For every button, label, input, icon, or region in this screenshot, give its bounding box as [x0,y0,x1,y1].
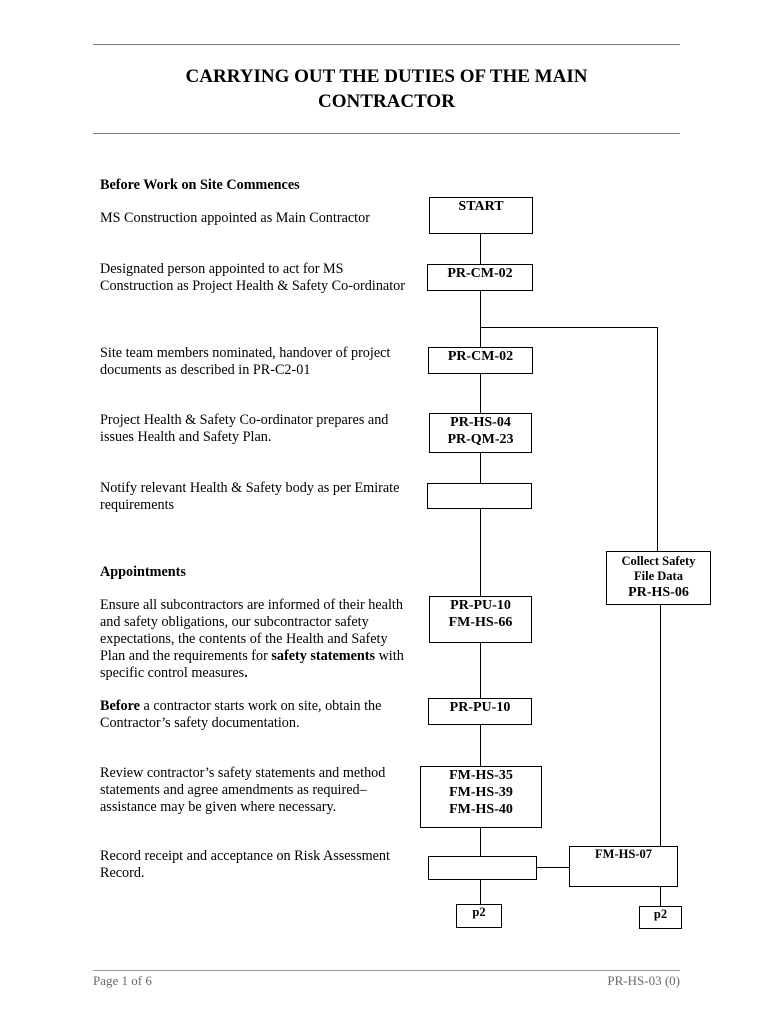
step-obtain-documentation [100,698,405,732]
connector-b3-b4 [480,452,481,483]
flow-code: FM-HS-40 [449,802,513,817]
step-health-safety-plan: Project Health & Safety Co-ordinator prepares and issues Health and Safety Plan. [100,412,389,445]
flow-code: PR-HS-04 [450,415,511,430]
step-inform-text-bold-1: safety statements [271,648,376,664]
footer-rule [93,970,680,971]
step-inform-text-2: with specific control measures [100,648,404,681]
title-line-2: CONTRACTOR [318,91,455,112]
flow-code: PR-PU-10 [450,598,511,613]
connector-b8-p2 [480,879,481,904]
flow-box-collect-safety-file [606,551,711,605]
step-site-team: Site team members nominated, handover of project documents as described in PR-C2-01 [100,345,391,378]
step-record-receipt: Record receipt and acceptance on Risk Assessment Record. [100,848,390,881]
connector-b4-b5 [480,508,481,596]
connector-b6-b7 [480,724,481,766]
flow-box-review-statements [420,766,542,828]
flow-code: FM-HS-35 [449,768,513,783]
page-title [93,64,680,114]
title-bottom-rule [93,133,680,134]
flow-box-p2-left: p2 [456,904,502,928]
flow-code: FM-HS-66 [448,615,513,630]
collect-line-2: File Data [634,569,683,583]
flow-box-health-safety-plan [429,413,532,453]
connector-b1-b2 [480,290,481,347]
flow-code: PR-QM-23 [447,432,514,447]
connector-fm-hs-07 [537,867,570,868]
step-obtain-bold: Before [100,698,140,714]
step-inform-text-1: Ensure all subcontractors are informed of their health and safety obligations, our subcontractor safety expectations, the contents of the Health and Safety Plan and the requirements for [100,597,403,664]
flow-box-pr-cm-02-b: PR-CM-02 [428,347,533,374]
step-inform-subcontractors [100,597,405,682]
section-heading-appointments: Appointments [100,564,186,580]
step-notify-body: Notify relevant Health & Safety body as per Emirate requirements [100,480,400,513]
step-appoint-main-contractor: MS Construction appointed as Main Contractor [100,210,370,226]
flow-box-fm-hs-07: FM-HS-07 [569,846,678,887]
step-review-statements: Review contractor’s safety statements and method statements and agree amendments as required–assistance may be given where necessary. [100,765,386,815]
footer-document-code: PR-HS-03 (0) [607,973,680,988]
flow-box-p2-right: p2 [639,906,682,929]
section-heading-before-work: Before Work on Site Commences [100,177,300,193]
collect-line-1: Collect Safety [621,554,696,568]
footer-page-number: Page 1 of 6 [93,973,152,988]
step-designated-person: Designated person appointed to act for MS Construction as Project Health & Safety Co-ordinator [100,261,405,294]
connector-b2-b3 [480,373,481,413]
connector-b7-b8 [480,827,481,856]
title-line-1: CARRYING OUT THE DUTIES OF THE MAIN [185,66,588,87]
collect-line-3: PR-HS-06 [628,585,689,600]
branch-horizontal [480,327,658,328]
flow-start-box: START [429,197,533,234]
flow-box-record-empty [428,856,537,880]
step-inform-text-bold-2: . [244,665,248,681]
flow-box-pr-cm-02-a: PR-CM-02 [427,264,533,291]
step-obtain-text: a contractor starts work on site, obtain the Contractor’s safety documentation. [100,698,382,731]
flow-box-inform-subcontractors [429,596,532,643]
flow-code: FM-HS-39 [449,785,513,800]
top-rule [93,44,680,45]
branch-down-to-collect [657,327,658,551]
connector-start-b1 [480,233,481,264]
flow-box-notify-empty [427,483,532,509]
flow-box-pr-pu-10: PR-PU-10 [428,698,532,725]
connector-b5-b6 [480,642,481,698]
